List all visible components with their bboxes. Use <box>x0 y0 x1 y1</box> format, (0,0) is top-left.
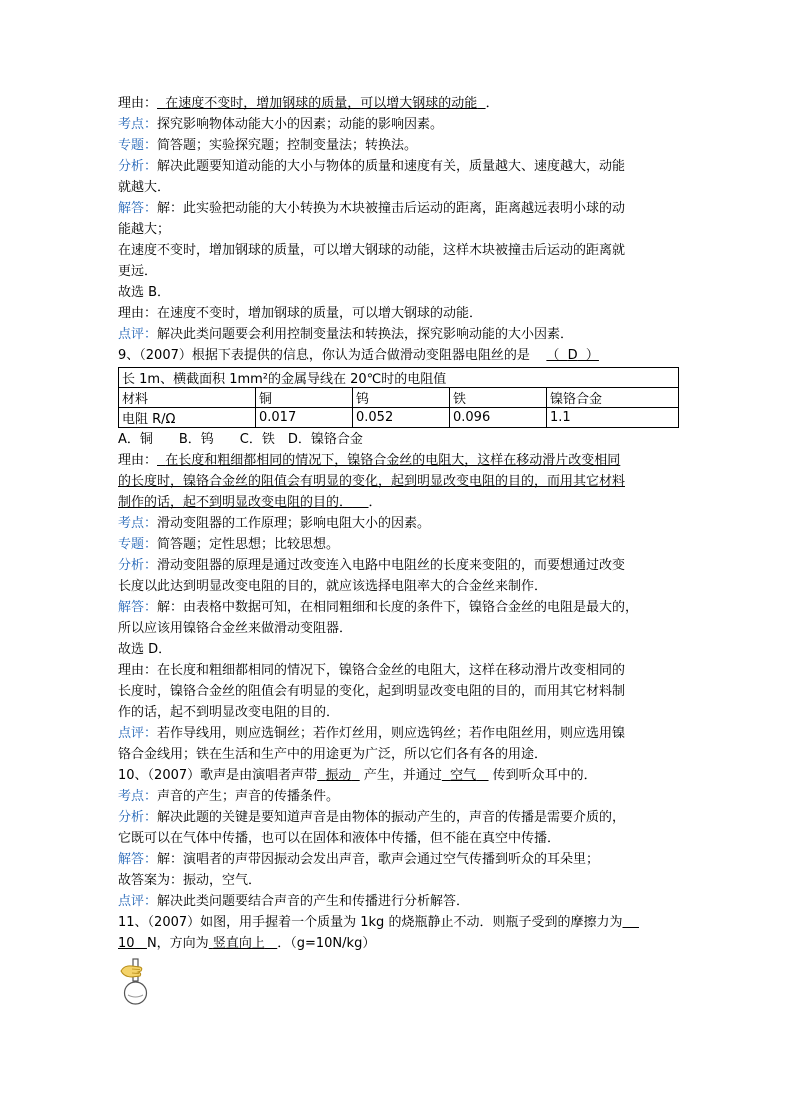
q8-fenxi: 分析：解决此题要知道动能的大小与物体的质量和速度有关，质量越大、速度越大，动能 <box>118 159 626 174</box>
q8-zhuanti: 专题：简答题；实验探究题；控制变量法；转换法。 <box>118 138 418 153</box>
q8-jieda-cont: 更远． <box>118 264 158 279</box>
q9-reason-restated-cont: 长度时，镍铬合金丝的阻值会有明显的变化，起到明显改变电阻的目的，而用其它材料制 <box>118 684 626 699</box>
q9-fenxi-cont: 长度以此达到明显改变电阻的目的，就应该选择电阻率大的合金丝来制作． <box>118 579 548 594</box>
q9-dianping-cont: 铬合金线用；铁在生活和生产中的用途更为广泛，所以它们各有各的用途． <box>118 747 548 762</box>
q9-fenxi: 分析：滑动变阻器的原理是通过改变连入电路中电阻丝的长度来变阻的，而要想通过改变 <box>118 558 626 573</box>
q9-dianping: 点评：若作导线用，则应选铜丝；若作灯丝用，则应选钨丝；若作电阻丝用，则应选用镍 <box>118 726 626 741</box>
q8-reason-answer: 在速度不变时，增加钢球的质量，可以增大钢球的动能 <box>165 96 478 111</box>
q9-reason-restated-cont: 作的话，起不到明显改变电阻的目的． <box>118 705 340 720</box>
resistance-table <box>118 367 679 428</box>
q8-jieda-cont: 能越大； <box>118 222 171 237</box>
q11-stem: 11、（2007）如图，用手握着一个质量为 1kg 的烧瓶静止不动．则瓶子受到的摩擦力为 <box>118 915 623 930</box>
table-header-cell: 钨 <box>353 388 450 408</box>
q10-jieda: 解答：解：演唱者的声带因振动会发出声音，歌声会通过空气传播到听众的耳朵里； <box>118 852 600 867</box>
q9-kaodian: 考点：滑动变阻器的工作原理；影响电阻大小的因素。 <box>118 516 431 531</box>
q10-fenxi: 分析：解决此题的关键是要知道声音是由物体的振动产生的，声音的传播是需要介质的， <box>118 810 626 825</box>
q8-jieda: 解答：解：此实验把动能的大小转换为木块被撞击后运动的距离，距离越远表明小球的动 <box>118 201 626 216</box>
reason-label: 理由： <box>118 96 158 111</box>
table-cell: 电阻 R/Ω <box>119 408 256 428</box>
q9-jieda: 解答：解：由表格中数据可知，在相同粗细和长度的条件下，镍铬合金丝的电阻是最大的， <box>118 600 639 615</box>
table-header-cell: 铜 <box>256 388 353 408</box>
table-header-cell: 材料 <box>119 388 256 408</box>
q9-options: A．铜 B．钨 C．铁 D．镍铬合金 <box>118 432 363 447</box>
q10-dianping: 点评：解决此类问题要结合声音的产生和传播进行分析解答． <box>118 894 470 909</box>
q10-blank-1: 振动 <box>325 768 352 783</box>
hand-holding-flask-figure <box>118 957 154 1007</box>
q9-jieda-cont: 所以应该用镍铬合金丝来做滑动变阻器． <box>118 621 353 636</box>
table-caption-row <box>119 368 679 388</box>
q11-blank-2: 竖直向上 <box>212 936 265 951</box>
q9-answer-blank: （ D ） <box>546 348 599 363</box>
q10-fenxi-cont: 它既可以在气体中传播，也可以在固体和液体中传播，但不能在真空中传播． <box>118 831 561 846</box>
table-cell: 1.1 <box>547 408 679 428</box>
q9-jieda-choice: 故选 D． <box>118 642 172 657</box>
table-header-row <box>119 388 679 408</box>
table-header-cell: 镍铬合金 <box>547 388 679 408</box>
table-caption: 长 1m、横截面积 1mm²的金属导线在 20℃时的电阻值 <box>119 368 679 388</box>
q9-zhuanti: 专题：简答题；定性思想；比较思想。 <box>118 537 340 552</box>
q8-kaodian: 考点：探究影响物体动能大小的因素；动能的影响因素。 <box>118 117 444 132</box>
q8-fenxi-cont: 就越大． <box>118 180 171 195</box>
q8-dianping: 点评：解决此类问题要会利用控制变量法和转换法，探究影响动能的大小因素． <box>118 327 574 342</box>
q8-jieda-cont: 在速度不变时，增加钢球的质量，可以增大钢球的动能，这样木块被撞击后运动的距离就 <box>118 243 626 258</box>
q10-stem: 10、（2007）歌声是由演唱者声带 振动 产生，并通过 空气 传到听众耳中的． <box>118 768 597 783</box>
table-row <box>119 408 679 428</box>
table-cell: 0.096 <box>450 408 547 428</box>
q10-jieda-cont: 故答案为：振动，空气． <box>118 873 262 888</box>
q9-stem: 9、（2007）根据下表提供的信息，你认为适合做滑动变阻器电阻丝的是 （ D ） <box>118 348 599 363</box>
q8-jieda-choice: 故选 B． <box>118 285 171 300</box>
q9-reason-restated: 理由：在长度和粗细都相同的情况下，镍铬合金丝的电阻大，这样在移动滑片改变相同的 <box>118 663 626 678</box>
q10-kaodian: 考点：声音的产生；声音的传播条件。 <box>118 789 340 804</box>
table-cell: 0.052 <box>353 408 450 428</box>
table-header-cell: 铁 <box>450 388 547 408</box>
q8-reason-restated: 理由：在速度不变时，增加钢球的质量，可以增大钢球的动能． <box>118 306 483 321</box>
q11-blank-1: 10 <box>118 936 135 951</box>
q8-reason-line: 理由： 在速度不变时，增加钢球的质量，可以增大钢球的动能 ． <box>118 96 499 111</box>
q9-reason-cont: 制作的话，起不到明显改变电阻的目的． ． <box>118 495 382 510</box>
q9-reason: 理由： 在长度和粗细都相同的情况下，镍铬合金丝的电阻大，这样在移动滑片改变相同 <box>118 453 621 468</box>
q10-blank-2: 空气 <box>450 768 477 783</box>
table-cell: 0.017 <box>256 408 353 428</box>
q9-reason-cont: 的长度时，镍铬合金丝的阻值会有明显的变化，起到明显改变电阻的目的，而用其它材料 <box>118 474 626 489</box>
q11-stem-cont: 10 N，方向为 竖直向上 ．（g=10N/kg） <box>118 936 376 951</box>
